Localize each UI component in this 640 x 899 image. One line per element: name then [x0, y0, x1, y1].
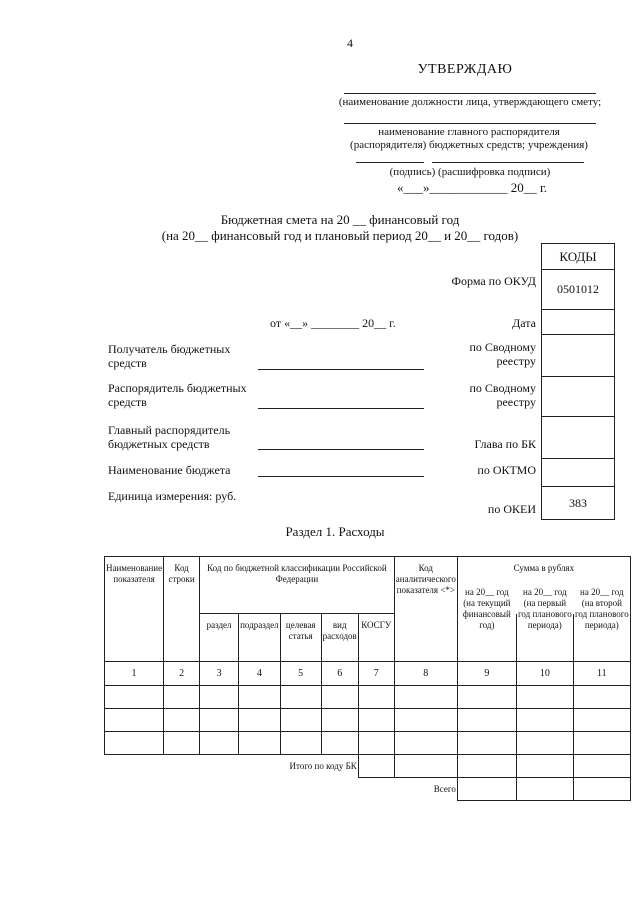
svod-reestr-code-2[interactable]: [542, 376, 614, 416]
okei-code: 383: [542, 486, 614, 519]
label-svod-reestr-2: по Сводному реестру: [469, 381, 536, 409]
expenses-table: [104, 556, 631, 801]
svod-reestr-code-1[interactable]: [542, 334, 614, 376]
header-celevaya: целевая статья: [280, 614, 321, 662]
col-number: 11: [573, 662, 630, 686]
col-number: 8: [394, 662, 457, 686]
table-row[interactable]: [105, 732, 631, 755]
approval-date[interactable]: «___»____________ 20__ г.: [396, 180, 548, 195]
total-all-cell[interactable]: [457, 778, 516, 801]
codes-box: [541, 243, 615, 520]
total-bk-cell[interactable]: [573, 755, 630, 778]
header-vid: вид расходов: [321, 614, 358, 662]
signature-line[interactable]: [356, 162, 424, 163]
column-numbers-row: [105, 662, 631, 686]
codes-header: КОДЫ: [559, 248, 597, 264]
label-unit: Единица измерения: руб.: [108, 489, 237, 503]
col-number: 9: [457, 662, 516, 686]
header-code: Код строки: [164, 557, 200, 662]
label-oktmo: по ОКТМО: [477, 463, 536, 477]
header-year2: на 20__ год (на первый год планового периода): [516, 614, 573, 662]
manager-line[interactable]: [258, 408, 424, 409]
glava-bk-code[interactable]: [542, 416, 614, 458]
label-date: Дата: [512, 316, 536, 330]
section-title: Раздел 1. Расходы: [285, 524, 385, 539]
budget-name-line[interactable]: [258, 476, 424, 477]
label-form-okud: Форма по ОКУД: [451, 274, 536, 288]
signature-captions: (подпись) (расшифровка подписи): [389, 166, 551, 178]
total-all-label: Всего: [394, 778, 457, 801]
document-subtitle: (на 20__ финансовый год и плановый период 20__ и 20__ годов): [161, 228, 519, 243]
page-number: 4: [347, 36, 353, 50]
main-manager-field-line[interactable]: [258, 449, 424, 450]
label-svod-reestr-1: по Сводному реестру: [469, 340, 536, 368]
table-row[interactable]: [105, 686, 631, 709]
approver-position-caption: (наименование должности лица, утверждающего смету;: [338, 96, 602, 108]
header-analytic: Код аналитического показателя <*>: [394, 557, 457, 662]
col-number: 10: [516, 662, 573, 686]
recipient-line[interactable]: [258, 369, 424, 370]
approver-position-line[interactable]: [344, 93, 596, 94]
col-number: 7: [358, 662, 394, 686]
col-number: 5: [280, 662, 321, 686]
col-number: 4: [239, 662, 281, 686]
total-bk-row: [105, 755, 631, 778]
header-year1: на 20__ год (на текущий финансовый год): [457, 614, 516, 662]
total-all-row: [105, 778, 631, 801]
label-okei: по ОКЕИ: [487, 502, 536, 516]
table-row[interactable]: [105, 709, 631, 732]
total-bk-label: Итого по коду БК: [200, 755, 359, 778]
from-date[interactable]: от «__» ________ 20__ г.: [270, 316, 396, 330]
header-year3: на 20__ год (на второй год планового периода): [573, 614, 630, 662]
header-razdel: раздел: [200, 614, 239, 662]
total-all-cell[interactable]: [516, 778, 573, 801]
col-number: 1: [105, 662, 164, 686]
col-number: 6: [321, 662, 358, 686]
signature-decode-line[interactable]: [432, 162, 584, 163]
col-number: 2: [164, 662, 200, 686]
label-main-manager: Главный распорядитель бюджетных средств: [108, 423, 231, 451]
total-bk-cell[interactable]: [394, 755, 457, 778]
date-code[interactable]: [542, 309, 614, 334]
total-bk-cell[interactable]: [457, 755, 516, 778]
label-glava-bk: Глава по БК: [474, 437, 536, 451]
total-bk-cell[interactable]: [516, 755, 573, 778]
header-kosgu: КОСГУ: [358, 614, 394, 662]
total-bk-cell[interactable]: [358, 755, 394, 778]
oktmo-code[interactable]: [542, 458, 614, 486]
header-name: Наименование показателя: [105, 557, 164, 662]
main-manager-line[interactable]: [344, 123, 596, 124]
label-manager: Распорядитель бюджетных средств: [108, 381, 247, 409]
col-number: 3: [200, 662, 239, 686]
label-recipient: Получатель бюджетных средств: [108, 342, 231, 370]
header-podrazdel: подраздел: [239, 614, 281, 662]
okud-code: 0501012: [542, 269, 614, 309]
header-sum: Сумма в рублях: [457, 557, 630, 614]
approval-title: УТВЕРЖДАЮ: [417, 62, 513, 77]
document-title: Бюджетная смета на 20 __ финансовый год: [220, 212, 460, 227]
label-budget-name: Наименование бюджета: [108, 463, 231, 477]
header-bk: Код по бюджетной классификации Российской Федерации: [200, 557, 395, 614]
total-all-cell[interactable]: [573, 778, 630, 801]
main-manager-caption: наименование главного распорядителя (распорядителя) бюджетных средств; учреждения): [350, 126, 588, 151]
